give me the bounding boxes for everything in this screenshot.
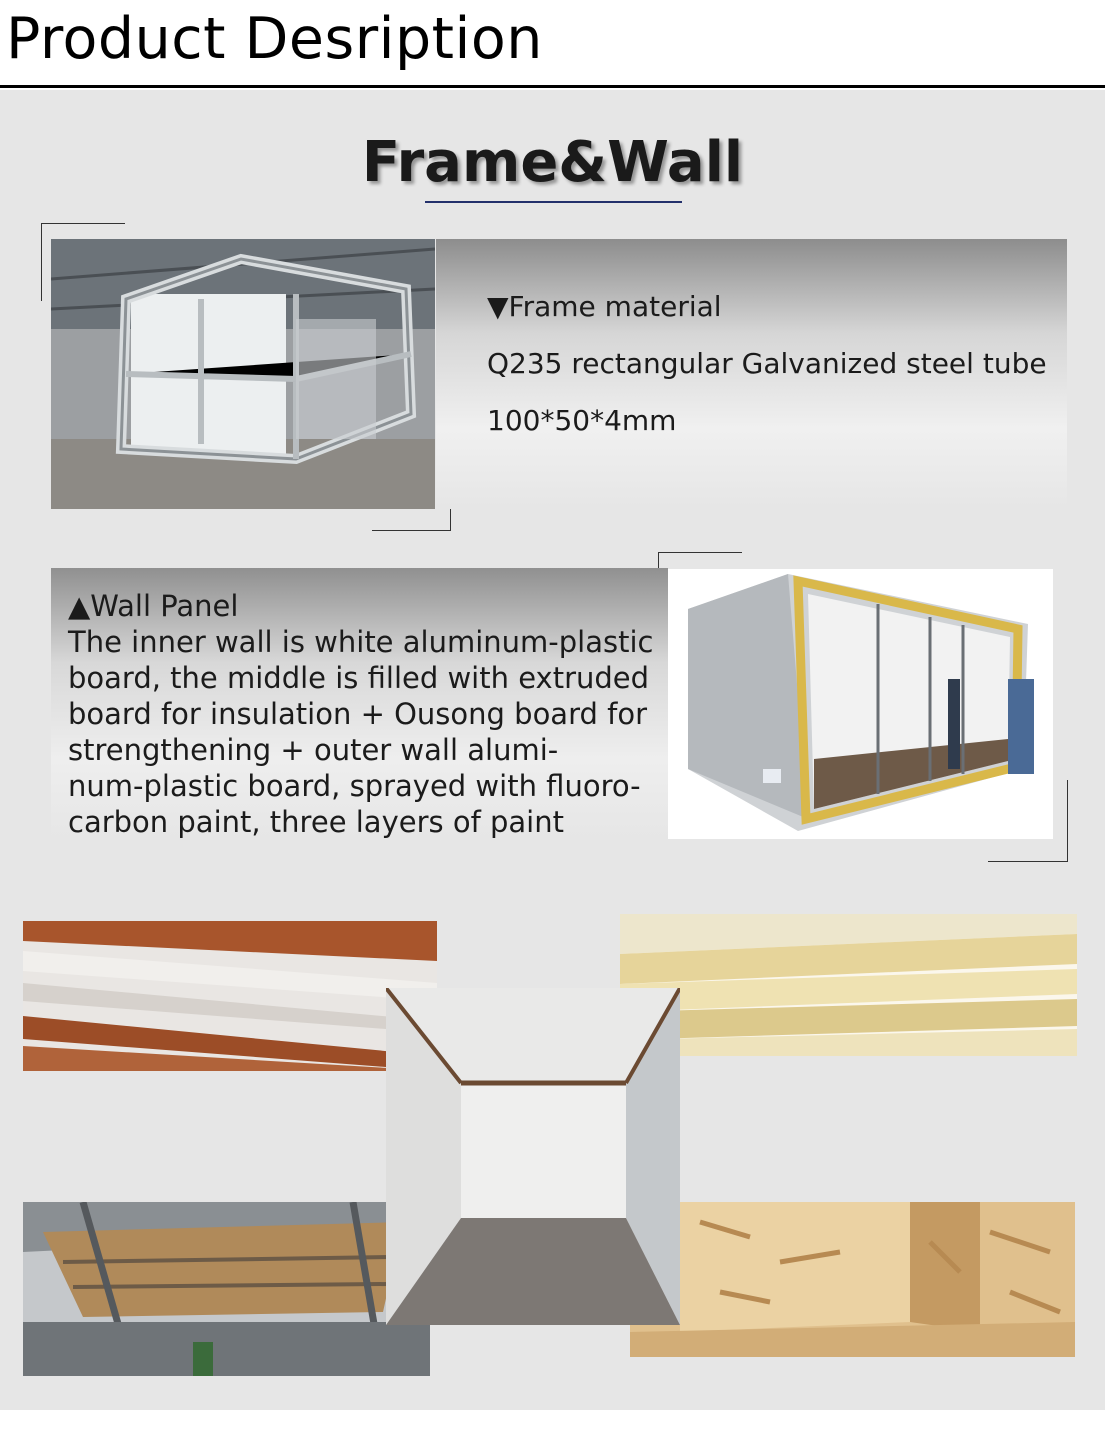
wall-line-4: strengthening + outer wall alumi-: [68, 733, 559, 767]
bracket-bottom-line: [372, 530, 451, 531]
capsule-house-photo: [668, 569, 1053, 839]
wall-heading: ▲Wall Panel: [68, 589, 239, 623]
bottom-strip: [0, 1410, 1105, 1430]
frame-spec-line-2: 100*50*4mm: [487, 404, 677, 437]
wall-text: [68, 588, 658, 840]
bracket-left-line: [41, 223, 42, 301]
wall-line-2: board, the middle is filled with extruded: [68, 661, 650, 695]
wall-line-5: num-plastic board, sprayed with fluoro-: [68, 769, 641, 803]
frame-heading: ▼Frame material: [487, 290, 722, 323]
header: [0, 0, 1105, 86]
header-rule: [0, 85, 1105, 88]
page-title: Product Desription: [6, 6, 543, 72]
wood-grain-panel-photo: [23, 921, 437, 1071]
bracket-right-line: [1067, 780, 1068, 862]
wall-line-3: board for insulation + Ousong board for: [68, 697, 647, 731]
room-interior-photo: [386, 988, 680, 1325]
ceiling-frame-photo: [23, 1202, 430, 1376]
section-title: Frame&Wall: [361, 130, 744, 195]
steel-frame-photo: [51, 239, 435, 509]
bracket-bottom-line: [988, 861, 1068, 862]
extruded-board-photo: [620, 914, 1077, 1056]
wall-line-6: carbon paint, three layers of paint: [68, 805, 564, 839]
section-title-underline: [425, 201, 682, 203]
frame-text: [487, 278, 1047, 449]
bracket-top-line: [658, 552, 742, 553]
bracket-top-line: [41, 223, 125, 224]
osb-board-photo: [630, 1202, 1075, 1357]
frame-spec-line-1: Q235 rectangular Galvanized steel tube: [487, 347, 1047, 380]
wall-line-1: The inner wall is white aluminum-plastic: [68, 625, 654, 659]
